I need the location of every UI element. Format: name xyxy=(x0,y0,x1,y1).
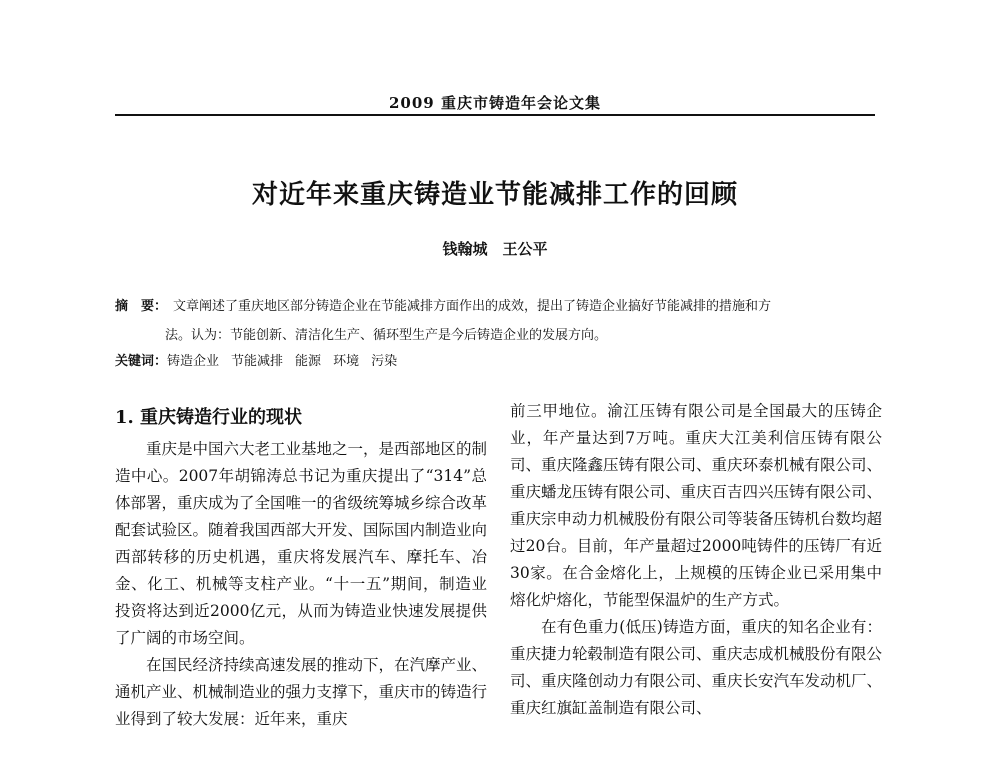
paragraph: 在有色重力(低压)铸造方面，重庆的知名企业有：重庆捷力轮毂制造有限公司、重庆志成机械股份有限公司、重庆隆创动力有限公司、重庆长安汽车发动机厂、重庆红旗缸盖制造有限公司、 xyxy=(510,618,883,717)
paragraph: 重庆是中国六大老工业基地之一，是西部地区的制造中心。2007年胡锦涛总书记为重庆提出了“314”总体部署，重庆成为了全国唯一的省级统筹城乡综合改革配套试验区。随着我国西部大开发、国际国内制造业向西部转移的历史机遇，重庆将发展汽车、摩托车、冶金、化工、机械等支柱产业。“十一五”期间，制造业投资将达到近2000亿元，从而为铸造业快速发展提供了广阔的市场空间。 xyxy=(115,440,488,647)
abstract-text: 法。认为：节能创新、清洁化生产、循环型生产是今后铸造企业的发展方向。 xyxy=(165,328,608,343)
header-rule xyxy=(115,114,875,116)
section-heading: 1. 重庆铸造行业的现状 xyxy=(115,407,303,428)
right-column xyxy=(510,398,882,722)
running-header: 2009 重庆市铸造年会论文集 xyxy=(389,94,601,112)
keywords-label: 关键词： xyxy=(115,354,168,369)
abstract-line xyxy=(115,321,885,350)
abstract xyxy=(115,292,885,350)
abstract-label: 摘 要： xyxy=(115,299,168,314)
paragraph: 前三甲地位。渝江压铸有限公司是全国最大的压铸企业，年产量达到7万吨。重庆大江美利信压铸有限公司、重庆隆鑫压铸有限公司、重庆环泰机械有限公司、重庆蟠龙压铸有限公司、重庆百吉四兴压铸有限公司、重庆宗申动力机械股份有限公司等装备压铸机台数均超过20台。目前，年产量超过2000吨铸件的压铸厂有近30家。在合金熔化上，上规模的压铸企业已采用集中熔化炉熔化，节能型保温炉的生产方式。 xyxy=(510,402,883,609)
paper-title: 对近年来重庆铸造业节能减排工作的回顾 xyxy=(251,180,738,210)
keyword: 污染 xyxy=(371,354,398,369)
left-column xyxy=(115,398,487,733)
keyword: 能源 xyxy=(295,354,322,369)
abstract-line xyxy=(115,292,885,321)
author-name: 王公平 xyxy=(502,240,548,258)
authors xyxy=(115,238,875,259)
author-name: 钱翰城 xyxy=(442,240,488,258)
paragraph: 在国民经济持续高速发展的推动下，在汽摩产业、通机产业、机械制造业的强力支撑下，重庆市的铸造行业得到了较大发展：近年来，重庆 xyxy=(115,656,488,728)
abstract-text: 文章阐述了重庆地区部分铸造企业在节能减排方面作出的成效，提出了铸造企业搞好节能减排的措施和方 xyxy=(173,299,772,314)
keyword: 节能减排 xyxy=(231,354,284,369)
keyword: 环境 xyxy=(333,354,360,369)
keywords xyxy=(115,350,885,374)
keyword: 铸造企业 xyxy=(167,354,220,369)
